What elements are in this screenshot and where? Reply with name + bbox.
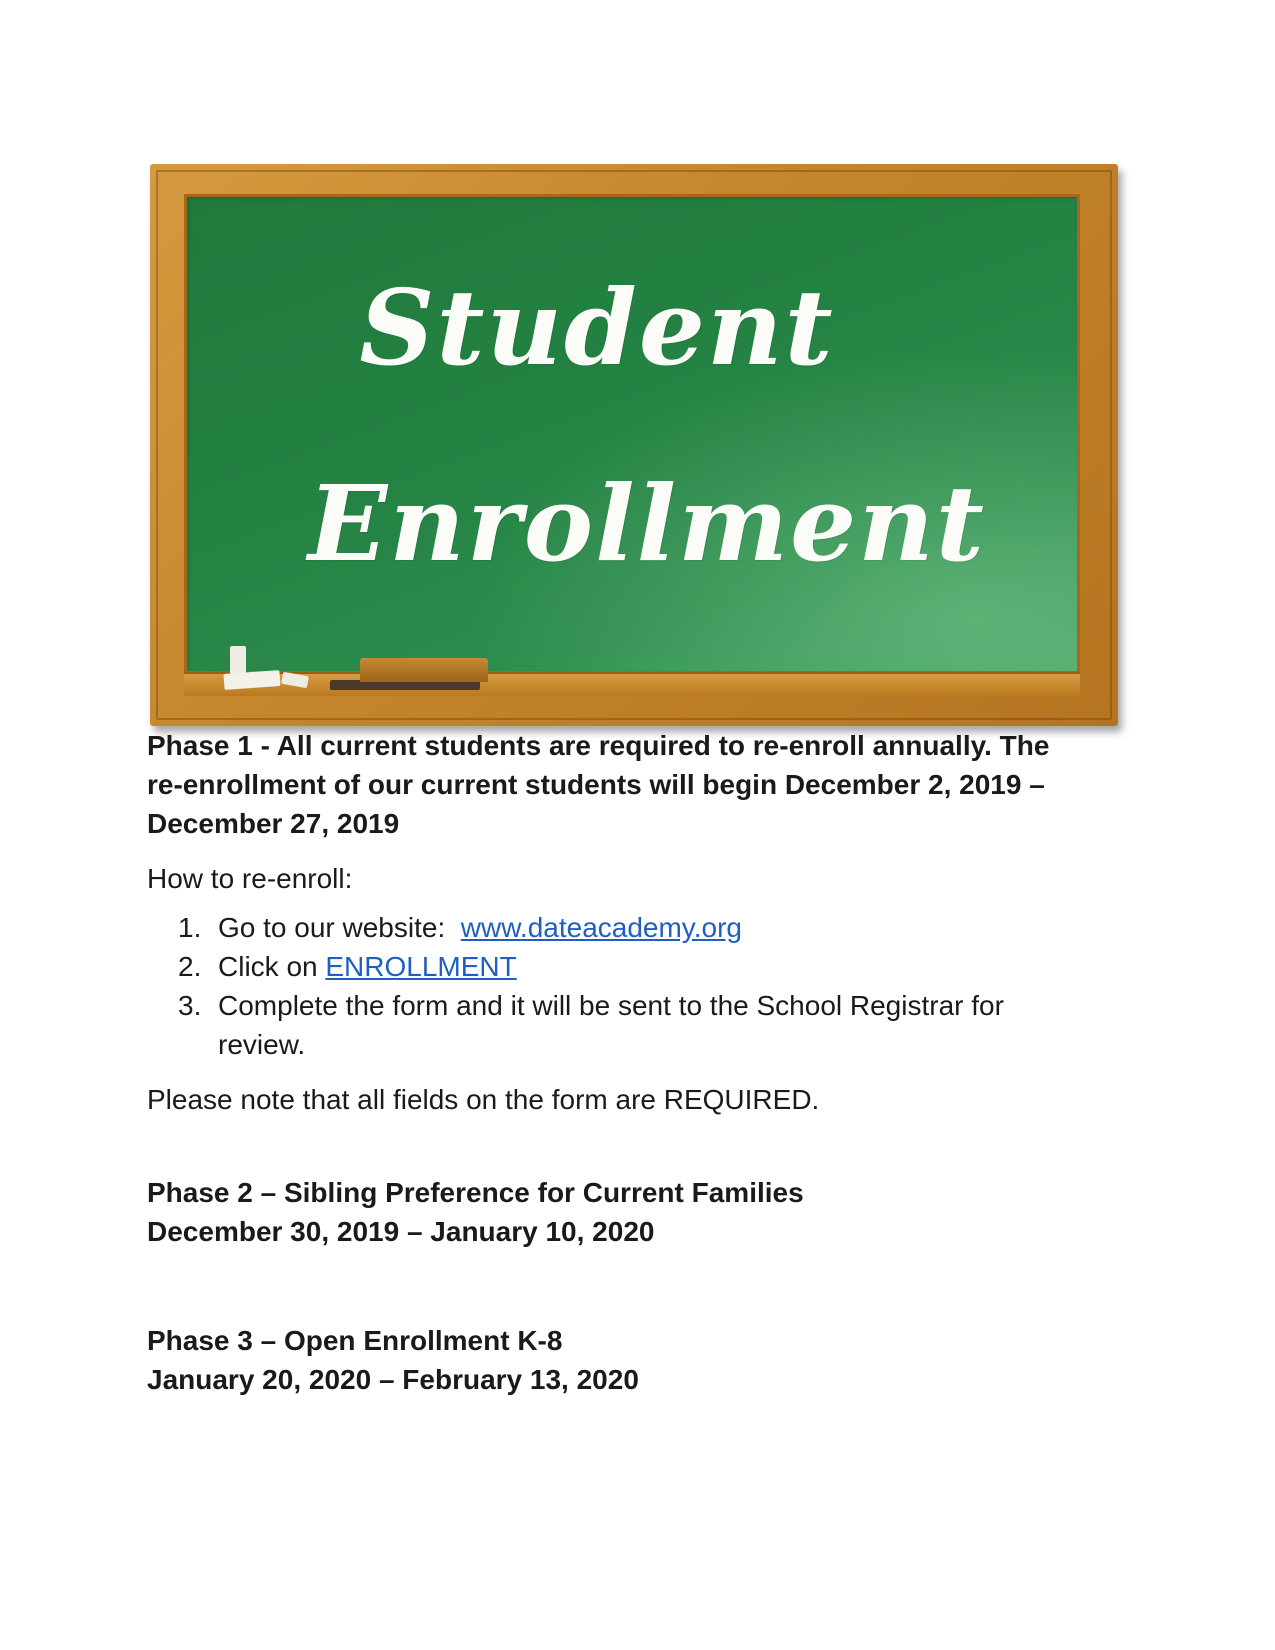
steps-list bbox=[147, 908, 1077, 1064]
phase-1-paragraph: Phase 1 - All current students are required to re-enroll annually. The re-enrollment of our current students will begin December 2, 2019 – December 27, 2019 bbox=[147, 730, 1050, 839]
step-text: Complete the form and it will be sent to the School Registrar for review. bbox=[218, 990, 1004, 1060]
phase-3-title: Phase 3 – Open Enrollment K-8 bbox=[147, 1325, 563, 1356]
list-item bbox=[178, 908, 1077, 947]
step-text: Go to our website: bbox=[218, 912, 461, 943]
chalk-tray bbox=[184, 672, 1080, 696]
list-item bbox=[178, 947, 1077, 986]
list-item bbox=[178, 986, 1077, 1064]
phase-3-dates: January 20, 2020 – February 13, 2020 bbox=[147, 1364, 639, 1395]
chalkboard-illustration bbox=[150, 164, 1118, 726]
chalkboard-title-line-1: Student bbox=[359, 266, 835, 389]
enrollment-link[interactable]: ENROLLMENT bbox=[325, 951, 517, 982]
step-number: 2. bbox=[178, 951, 202, 982]
phase-2-title: Phase 2 – Sibling Preference for Current Families bbox=[147, 1177, 804, 1208]
phase-2-block bbox=[147, 1173, 1077, 1251]
required-fields-note: Please note that all fields on the form are REQUIRED. bbox=[147, 1084, 820, 1115]
phase-3-block bbox=[147, 1321, 1077, 1399]
step-text: Click on bbox=[218, 951, 326, 982]
phase-2-dates: December 30, 2019 – January 10, 2020 bbox=[147, 1216, 655, 1247]
step-number: 3. bbox=[178, 990, 202, 1021]
eraser-icon bbox=[360, 658, 488, 682]
step-number: 1. bbox=[178, 912, 202, 943]
how-to-heading: How to re-enroll: bbox=[147, 863, 353, 894]
chalkboard-title-line-2: Enrollment bbox=[308, 462, 986, 585]
document-body bbox=[147, 726, 1077, 1399]
website-link[interactable]: www.dateacademy.org bbox=[460, 912, 742, 943]
chalkboard-surface bbox=[184, 194, 1080, 674]
chalk-piece-icon bbox=[230, 646, 246, 674]
